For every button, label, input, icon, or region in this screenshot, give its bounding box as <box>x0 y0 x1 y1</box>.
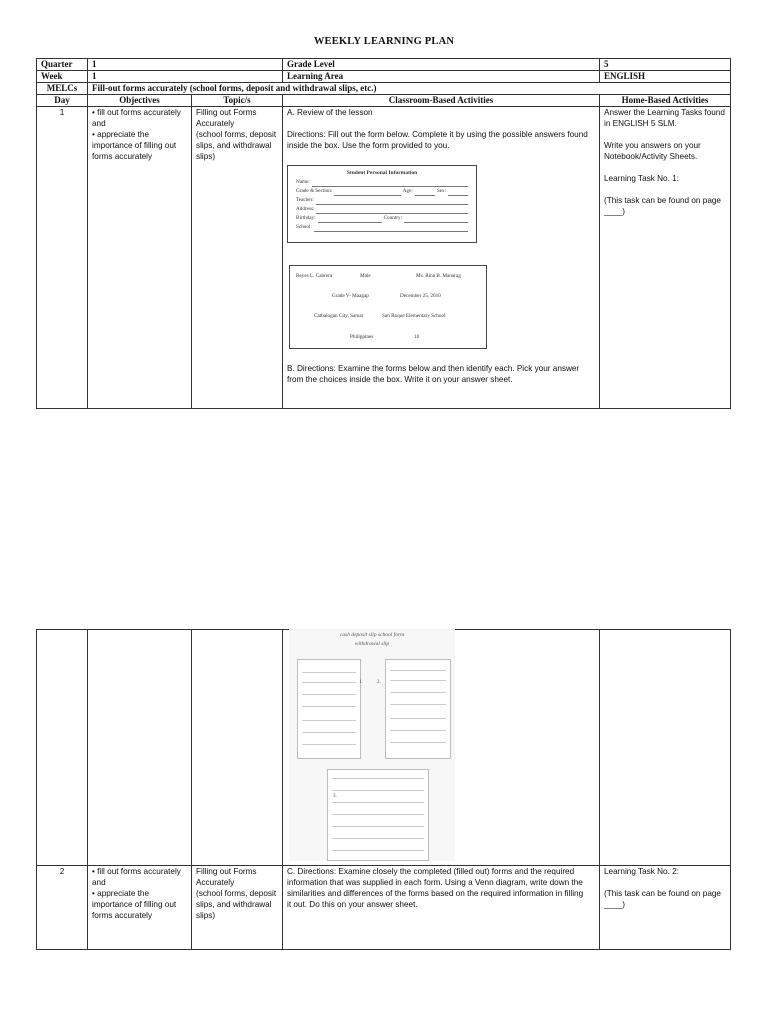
column-header-row <box>37 95 731 107</box>
day-2-number: 2 <box>37 866 88 950</box>
school-form-image <box>327 769 429 861</box>
day-1-topic: Filling out Forms Accurately (school forms, deposit slips, and withdrawal slips) <box>192 107 283 409</box>
learning-task-2-page: (This task can be found on page ____) <box>604 889 721 909</box>
spi-country-label: Country: <box>383 215 403 221</box>
quarter-value: 1 <box>88 59 283 71</box>
possible-answers-box <box>289 265 487 349</box>
day-2-objectives: • fill out forms accurately and • appreciate the importance of filling out forms accurately <box>88 866 192 950</box>
forms-collage-cell <box>283 630 600 866</box>
col-objectives: Objectives <box>88 95 192 107</box>
week-label: Week <box>37 71 88 83</box>
choices-line-1: cash deposit slip school form <box>339 632 405 638</box>
day-1-objectives: • fill out forms accurately and • appreciate the importance of filling out forms accurately <box>88 107 192 409</box>
day-1-home-activities <box>600 107 731 409</box>
day-2-row <box>37 866 731 950</box>
col-topics: Topic/s <box>192 95 283 107</box>
form-label-3: 3. <box>333 794 337 799</box>
home-instruction-2: Write you answers on your Notebook/Activity Sheets. <box>604 141 701 161</box>
grade-level-value: 5 <box>600 59 731 71</box>
col-day: Day <box>37 95 88 107</box>
spi-grade-label: Grade & Section: <box>296 188 333 194</box>
answer-country: Philippines <box>350 334 374 340</box>
learning-task-1: Learning Task No. 1: <box>604 174 679 183</box>
learning-area-value: ENGLISH <box>600 71 731 83</box>
answer-name: Reyes L. Cabrera <box>296 273 333 279</box>
quarter-row <box>37 59 731 71</box>
student-personal-information-form <box>287 165 477 243</box>
day-2-classroom-activities: C. Directions: Examine closely the completed (filled out) forms and the required information that was supplied in each form. Using a Venn diagram, write down the similarities and differences of the forms based on the required information in filling it out. Do this on your answer sheet. <box>283 866 600 950</box>
directions-b-2: from the choices inside the box. Write it on your answer sheet. <box>287 375 513 384</box>
col-classroom: Classroom-Based Activities <box>283 95 600 107</box>
learning-task-2: Learning Task No. 2: <box>604 867 679 876</box>
answer-address: Catbalogan City, Samar <box>314 313 364 319</box>
grade-level-label: Grade Level <box>283 59 600 71</box>
directions-a: Directions: Fill out the form below. Complete it by using the possible answers found inside the box. Use the form provided to you. <box>287 130 588 150</box>
review-heading: A. Review of the lesson <box>287 108 373 117</box>
day-1-classroom-activities <box>283 107 600 409</box>
continuation-row <box>37 630 731 866</box>
spi-birthday-label: Birthday: <box>296 215 316 221</box>
answer-sex: Male <box>360 273 371 279</box>
answer-school: San Roque Elementary School <box>382 313 446 319</box>
day-2-topic: Filling out Forms Accurately (school forms, deposit slips, and withdrawal slips) <box>192 866 283 950</box>
choices-box <box>289 631 455 649</box>
answer-age: 10 <box>414 334 420 340</box>
choices-line-2: withdrawal slip <box>354 641 390 647</box>
spi-age-label: Age: <box>402 188 413 194</box>
learning-plan-table-page-2 <box>36 629 731 950</box>
home-instruction-1: Answer the Learning Tasks found in ENGLISH 5 SLM. <box>604 108 725 128</box>
learning-task-1-page: (This task can be found on page ____) <box>604 196 721 216</box>
forms-collage-image <box>289 629 455 861</box>
form-label-2: 2. <box>377 680 381 685</box>
deposit-slip-image <box>297 659 361 759</box>
answer-grade: Grade V- Maagap <box>332 293 369 299</box>
day-1-row <box>37 107 731 409</box>
melcs-value: Fill-out forms accurately (school forms, deposit and withdrawal slips, etc.) <box>88 83 731 95</box>
spi-form-title: Student Personal Information <box>346 170 418 176</box>
page-title: WEEKLY LEARNING PLAN <box>313 36 455 47</box>
week-value: 1 <box>88 71 283 83</box>
spi-teacher-label: Teacher: <box>296 197 314 203</box>
form-label-1: 1. <box>359 680 363 685</box>
spi-school-label: School: <box>296 224 312 230</box>
spi-name-label: Name: <box>296 179 310 185</box>
spi-sex-label: Sex: <box>436 188 447 194</box>
withdrawal-slip-image <box>385 659 451 759</box>
spi-address-label: Address: <box>296 206 315 212</box>
day-2-home-activities <box>600 866 731 950</box>
learning-plan-table-page-1 <box>36 58 731 409</box>
quarter-label: Quarter <box>37 59 88 71</box>
day-1-number: 1 <box>37 107 88 409</box>
answer-birthday: December 25, 2010 <box>400 293 441 299</box>
melcs-row <box>37 83 731 95</box>
learning-area-label: Learning Area <box>283 71 600 83</box>
directions-b-1: B. Directions: Examine the forms below and then identify each. Pick your answer <box>287 364 580 373</box>
melcs-label: MELCs <box>37 83 88 95</box>
answer-teacher: Ms. Rina B. Manarag <box>416 273 461 279</box>
week-row <box>37 71 731 83</box>
col-home: Home-Based Activities <box>600 95 731 107</box>
